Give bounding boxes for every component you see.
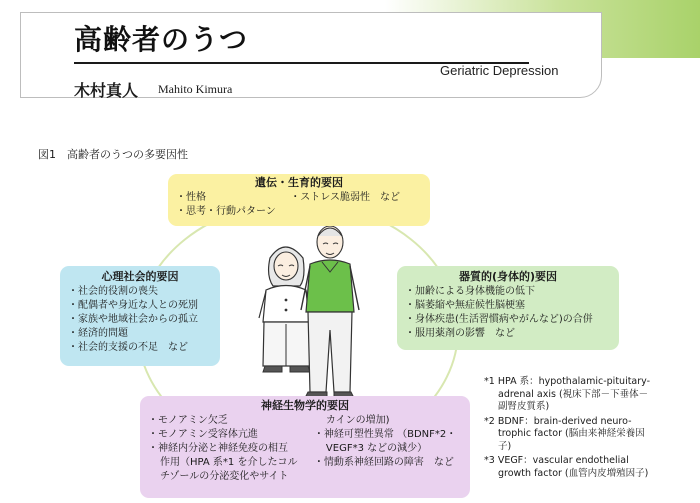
list-item: ・モノアミン欠乏 bbox=[148, 415, 228, 426]
list-item: ・情動系神経回路の障害 など bbox=[313, 457, 454, 468]
list-item: ・加齢による身体機能の低下 bbox=[405, 286, 535, 297]
list-item: ・思考・行動パターン bbox=[176, 206, 276, 217]
list-item: チゾールの分泌変化やサイト bbox=[160, 471, 289, 482]
list-item: ・ストレス脆弱性 など bbox=[290, 192, 400, 203]
footnote-bdnf bbox=[484, 416, 684, 454]
neurobiological-columns bbox=[148, 414, 462, 484]
author-name-en: Mahito Kimura bbox=[158, 82, 233, 96]
footnote-line: growth factor (血管内皮増殖因子) bbox=[498, 467, 649, 479]
list-item: 作用（HPA 系*1 を介したコル bbox=[160, 457, 298, 468]
footnote-line: 副腎皮質系) bbox=[498, 401, 550, 412]
organic-factors-box bbox=[397, 266, 619, 350]
organic-list bbox=[405, 285, 611, 341]
genetic-factors-box bbox=[168, 174, 430, 226]
psychosocial-factors-title: 心理社会的要因 bbox=[101, 270, 179, 283]
article-title: 高齢者のうつ bbox=[74, 23, 249, 56]
genetic-factors-title: 遺伝・生育的要因 bbox=[255, 176, 343, 189]
footnote-line: *2 BDNF：brain-derived neuro- bbox=[484, 415, 632, 427]
footnote-line: trophic factor (脳由来神経栄養因 bbox=[498, 428, 645, 439]
list-item: ・配偶者や身近な人との死別 bbox=[68, 300, 198, 311]
psychosocial-factors-box bbox=[60, 266, 220, 366]
list-item: ・脳萎縮や無症候性脳梗塞 bbox=[405, 300, 525, 311]
list-item: ・性格 bbox=[176, 192, 206, 203]
genetic-row-1 bbox=[176, 191, 422, 205]
neurobiological-factors-box bbox=[140, 396, 470, 498]
genetic-row-2 bbox=[176, 205, 422, 219]
footnote-vegf bbox=[484, 455, 684, 480]
list-item: ・神経可塑性異常 （BDNF*2・ bbox=[313, 429, 457, 440]
list-item: ・モノアミン受容体亢進 bbox=[148, 429, 258, 440]
list-item: ・家族や地域社会からの孤立 bbox=[68, 314, 198, 325]
footnote-line: *3 VEGF：vascular endothelial bbox=[484, 455, 629, 466]
list-item: ・服用薬剤の影響 など bbox=[405, 328, 515, 339]
footnote-line: adrenal axis (視床下部－下垂体－ bbox=[498, 388, 649, 400]
list-item: VEGF*3 などの減少） bbox=[325, 443, 428, 454]
list-item: ・身体疾患(生活習慣病やがんなど)の合併 bbox=[405, 314, 593, 325]
footnotes bbox=[484, 376, 684, 482]
list-item: ・社会的役割の喪失 bbox=[68, 286, 158, 297]
psychosocial-list bbox=[68, 285, 212, 355]
list-item: カインの増加) bbox=[325, 415, 390, 426]
list-item: ・社会的支援の不足 など bbox=[68, 342, 188, 353]
neurobiological-list-right bbox=[314, 414, 462, 484]
neurobiological-list-left bbox=[148, 414, 308, 484]
elderly-man-illustration bbox=[301, 226, 359, 398]
footnote-line: 子) bbox=[498, 440, 512, 452]
list-item: ・神経内分泌と神経免疫の相互 bbox=[148, 443, 288, 454]
english-title: Geriatric Depression bbox=[440, 63, 559, 78]
list-item: ・経済的問題 bbox=[68, 328, 128, 339]
footnote-line: *1 HPA 系：hypothalamic-pituitary- bbox=[484, 376, 651, 387]
footnote-hpa bbox=[484, 376, 684, 414]
neurobiological-factors-title: 神経生物学的要因 bbox=[261, 399, 349, 412]
elderly-woman-illustration bbox=[259, 247, 313, 372]
organic-factors-title: 器質的(身体的)要因 bbox=[458, 270, 558, 283]
figure-caption: 図1 高齢者のうつの多要因性 bbox=[38, 148, 188, 161]
author-name-jp: 木村真人 bbox=[74, 81, 139, 100]
